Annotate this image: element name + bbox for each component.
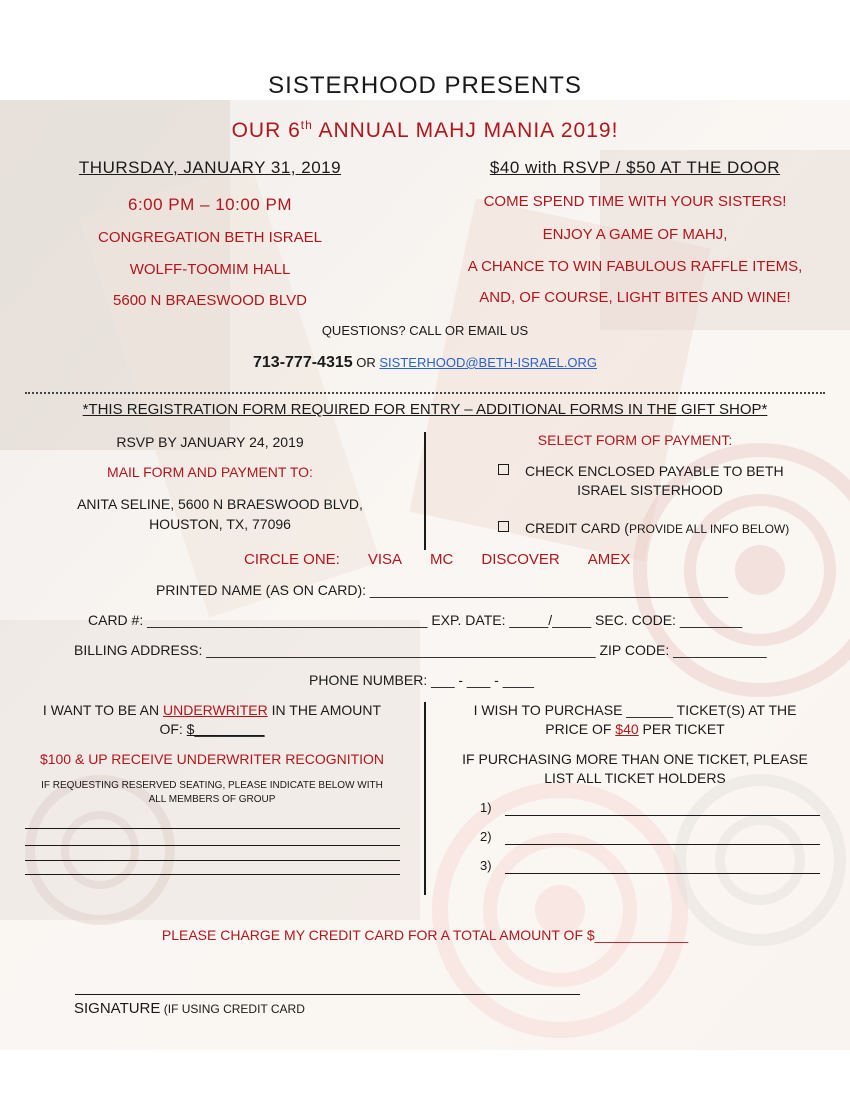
underwriter-amount[interactable]: OF: $_________ [159, 721, 265, 737]
contact-line: 713-777-4315 OR SISTERHOOD@BETH-ISRAEL.ORG [253, 354, 597, 371]
contact-phone: 713-777-4315 [253, 354, 353, 371]
underwriter-line: I WANT TO BE AN UNDERWRITER IN THE AMOUNT [42, 702, 382, 718]
questions-prompt: QUESTIONS? CALL OR EMAIL US [321, 323, 529, 338]
charge-total-field[interactable]: PLEASE CHARGE MY CREDIT CARD FOR A TOTAL AMOUNT OF $____________ [161, 927, 689, 943]
mail-address-line: ANITA SELINE, 5600 N BRAESWOOD BLVD, [77, 496, 363, 512]
ticket-price: $40 [615, 721, 639, 737]
event-venue: CONGREGATION BETH ISRAEL [98, 229, 322, 246]
credit-checkbox[interactable] [498, 521, 509, 532]
billing-address-field[interactable]: BILLING ADDRESS: __________________________________________________ ZIP CODE: ____________ [74, 642, 767, 658]
check-option[interactable]: CHECK ENCLOSED PAYABLE TO BETH [498, 463, 784, 479]
pitch-line: A CHANCE TO WIN FABULOUS RAFFLE ITEMS, [467, 258, 803, 275]
credit-option[interactable]: CREDIT CARD (PROVIDE ALL INFO BELOW) [498, 520, 789, 536]
pitch-line: COME SPEND TIME WITH YOUR SISTERS! [483, 193, 787, 210]
card-discover[interactable]: DISCOVER [481, 551, 560, 568]
card-type-row [244, 551, 630, 568]
ticket-price-line: PRICE OF $40 PER TICKET [545, 721, 725, 737]
card-number-field[interactable]: CARD #: ____________________________________ EXP. DATE: _____/_____ SEC. CODE: ________ [88, 612, 743, 628]
event-price: $40 with RSVP / $50 AT THE DOOR [489, 158, 781, 177]
event-time: 6:00 PM – 10:00 PM [128, 195, 292, 214]
phone-number-field[interactable]: PHONE NUMBER: ___ - ___ - ____ [309, 672, 534, 688]
event-title: OUR 6th ANNUAL MAHJ MANIA 2019! [231, 118, 619, 142]
ticket-holder-line[interactable] [505, 873, 820, 874]
printed-name-field[interactable]: PRINTED NAME (AS ON CARD): ______________________________________________ [156, 582, 729, 598]
seating-note: IF REQUESTING RESERVED SEATING, PLEASE INDICATE BELOW WITH [41, 780, 383, 791]
email-link[interactable]: SISTERHOOD@BETH-ISRAEL.ORG [379, 355, 597, 370]
circle-one-label: CIRCLE ONE: [244, 551, 340, 568]
holder-number: 3) [480, 858, 492, 873]
check-option-line2: ISRAEL SISTERHOOD [577, 482, 723, 498]
ticket-quantity-line[interactable]: I WISH TO PURCHASE ______ TICKET(S) AT THE [473, 702, 797, 718]
group-member-line[interactable] [25, 845, 400, 846]
signature-line[interactable] [75, 994, 580, 995]
group-member-line[interactable] [25, 874, 400, 875]
signature-label: SIGNATURE (IF USING CREDIT CARD [74, 1000, 305, 1017]
event-date: THURSDAY, JANUARY 31, 2019 [78, 158, 342, 177]
page-title: SISTERHOOD PRESENTS [268, 72, 582, 99]
ticket-holders-note: IF PURCHASING MORE THAN ONE TICKET, PLEASE [462, 751, 808, 767]
mail-to-label: MAIL FORM AND PAYMENT TO: [107, 464, 313, 480]
card-visa[interactable]: VISA [367, 551, 403, 568]
column-divider [424, 702, 426, 895]
form-notice: *THIS REGISTRATION FORM REQUIRED FOR ENTRY – ADDITIONAL FORMS IN THE GIFT SHOP* [82, 401, 768, 418]
event-address: 5600 N BRAESWOOD BLVD [113, 292, 307, 309]
ticket-holders-note: LIST ALL TICKET HOLDERS [544, 770, 726, 786]
card-mc[interactable]: MC [430, 551, 454, 568]
column-divider [424, 432, 426, 550]
underwriter-recognition: $100 & UP RECEIVE UNDERWRITER RECOGNITION [39, 751, 385, 767]
mail-address-line: HOUSTON, TX, 77096 [149, 516, 291, 532]
pitch-line: ENJOY A GAME OF MAHJ, [542, 226, 728, 243]
ticket-holder-line[interactable] [505, 844, 820, 845]
holder-number: 2) [480, 829, 492, 844]
holder-number: 1) [480, 800, 492, 815]
divider [25, 392, 825, 394]
group-member-line[interactable] [25, 828, 400, 829]
check-checkbox[interactable] [498, 464, 509, 475]
seating-note: ALL MEMBERS OF GROUP [148, 794, 276, 805]
event-hall: WOLFF-TOOMIM HALL [129, 261, 291, 278]
payment-heading: SELECT FORM OF PAYMENT: [537, 432, 733, 448]
card-amex[interactable]: AMEX [587, 551, 631, 568]
rsvp-deadline: RSVP BY JANUARY 24, 2019 [116, 434, 304, 450]
pitch-line: AND, OF COURSE, LIGHT BITES AND WINE! [479, 289, 791, 306]
group-member-line[interactable] [25, 860, 400, 861]
ticket-holder-line[interactable] [505, 815, 820, 816]
